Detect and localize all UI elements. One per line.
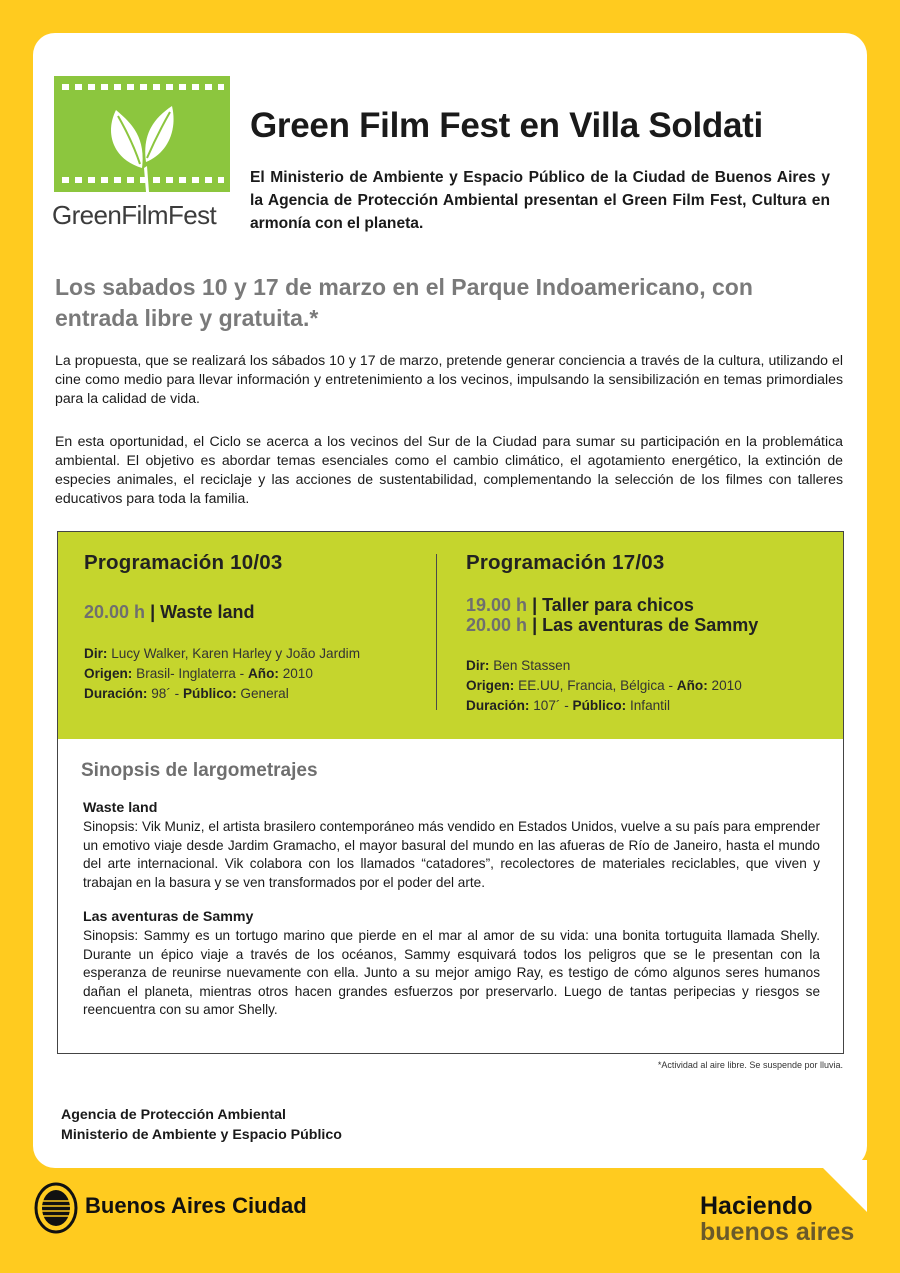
slot-time: 19.00 h — [466, 595, 528, 615]
slot-film-name: Waste land — [160, 602, 255, 622]
program-slot — [466, 615, 758, 636]
label-anio: Año: — [676, 678, 708, 693]
city-brand-name: Buenos Aires Ciudad — [85, 1193, 307, 1218]
director-value: Lucy Walker, Karen Harley y João Jardim — [111, 646, 361, 661]
program-schedule-panel — [58, 532, 843, 739]
logo-wordmark: GreenFilmFest — [52, 200, 217, 230]
slot-separator: | — [532, 595, 538, 615]
slot-separator: | — [150, 602, 156, 622]
city-seal-icon — [34, 1182, 78, 1239]
synopsis-heading: Sinopsis de largometrajes — [81, 760, 318, 781]
audience-value: Infantil — [629, 698, 671, 713]
program-slot — [466, 595, 694, 616]
year-value: 2010 — [711, 678, 742, 693]
slogan-line-1: Haciendo — [700, 1192, 813, 1220]
city-slogan — [700, 1193, 854, 1245]
program-title: Programación 17/03 — [466, 551, 665, 574]
synopsis-text: Sinopsis: Vik Muniz, el artista brasilero contemporáneo más vendido en Estados Unidos, vuelve a su país para emprender un emotivo viaje desde Jardim Gramacho, el mayor basural del mundo en las afueras de Río de Janeiro, hasta el mundo del arte internacional. Vik colabora con los llamados “catadores”, recolectores de materiales reciclables, que viven y trabajan en la basura y se ven transformados por el poder del arte. — [83, 819, 820, 890]
slot-film-name: Las aventuras de Sammy — [542, 615, 759, 635]
synopsis-item — [83, 799, 820, 892]
synopsis-film-name: Waste land — [83, 800, 158, 816]
synopsis-item — [83, 908, 820, 1020]
year-value: 2010 — [282, 666, 313, 681]
page-title: Green Film Fest en Villa Soldati — [250, 106, 763, 145]
duration-value: 98´ — [151, 686, 171, 701]
slot-time: 20.00 h — [466, 615, 528, 635]
description-paragraph-1: La propuesta, que se realizará los sábados 10 y 17 de marzo, pretende generar conciencia a través de la cultura, utilizando el cine como medio para llevar información y entretenimiento a los vecinos, impulsando la sensibilización en temas primordiales para la calidad de vida. — [55, 352, 843, 406]
program-details: Dir: Lucy Walker, Karen Harley y João Jardim Origen: Brasil- Inglaterra - Año: 2010 Duración: 98´ - Público: General — [84, 646, 361, 701]
audience-value: General — [240, 686, 289, 701]
agency-line-1: Agencia de Protección Ambiental — [61, 1107, 286, 1123]
synopsis-film-name: Las aventuras de Sammy — [83, 909, 254, 925]
synopsis-text: Sinopsis: Sammy es un tortugo marino que pierde en el mar al amor de su vida: una bonita tortuguita llamada Shelly. Durante un épico viaje a través de los océanos, Sammy esquivará todos los peligros que se le presentan con la esperanza de reunirse nuevamente con ella. Junto a su mejor amigo Ray, es testigo de cómo algunos seres humanos dañan el planeta, mientras otros hacen grandes esfuerzos por preservarlo. Luego de tantas peripecias y riesgos se reencuentra con su amor Shelly. — [83, 928, 820, 1018]
label-duracion: Duración: — [466, 698, 530, 713]
label-duracion: Duración: — [84, 686, 148, 701]
label-origen: Origen: — [466, 678, 515, 693]
origin-value: Brasil- Inglaterra — [136, 666, 236, 681]
origin-value: EE.UU, Francia, Bélgica — [518, 678, 665, 693]
label-publico: Público: — [572, 698, 627, 713]
program-divider — [436, 554, 437, 710]
description-paragraph-2: En esta oportunidad, el Ciclo se acerca a los vecinos del Sur de la Ciudad para sumar su participación en la problemática ambiental. El objetivo es abordar temas esenciales como el cambio climático, el agotamiento energético, la extinción de especies animales, el reciclaje y las acciones de sustentabilidad, complementando la selección de los filmes con talleres educativos para toda la familia. — [55, 433, 843, 506]
slot-film-name: Taller para chicos — [542, 595, 694, 615]
slogan-line-2: buenos aires — [700, 1218, 855, 1246]
rain-footnote: *Actividad al aire libre. Se suspende por lluvia. — [657, 1060, 843, 1070]
program-slot — [84, 602, 254, 623]
label-anio: Año: — [247, 666, 279, 681]
label-dir: Dir: — [84, 646, 108, 661]
program-box — [57, 531, 844, 1054]
slot-time: 20.00 h — [84, 602, 146, 622]
leaf-film-logo-icon — [54, 76, 230, 192]
label-dir: Dir: — [466, 658, 490, 673]
slot-separator: | — [532, 615, 538, 635]
program-title: Programación 10/03 — [84, 551, 283, 574]
intro-text: El Ministerio de Ambiente y Espacio Público de la Ciudad de Buenos Aires y la Agencia de Protección Ambiental presentan el Green Film Fest, Cultura en armonía con el planeta. — [250, 169, 830, 232]
duration-value: 107´ — [533, 698, 561, 713]
program-details: Dir: Ben Stassen Origen: EE.UU, Francia, Bélgica - Año: 2010 Duración: 107´ - Público: Infantil — [466, 658, 742, 713]
event-subheading: Los sabados 10 y 17 de marzo en el Parque Indoamericano, con entrada libre y gratuita.* — [55, 274, 753, 331]
label-origen: Origen: — [84, 666, 133, 681]
label-publico: Público: — [182, 686, 237, 701]
agency-credits — [61, 1105, 342, 1145]
director-value: Ben Stassen — [493, 658, 571, 673]
agency-line-2: Ministerio de Ambiente y Espacio Público — [61, 1127, 342, 1143]
